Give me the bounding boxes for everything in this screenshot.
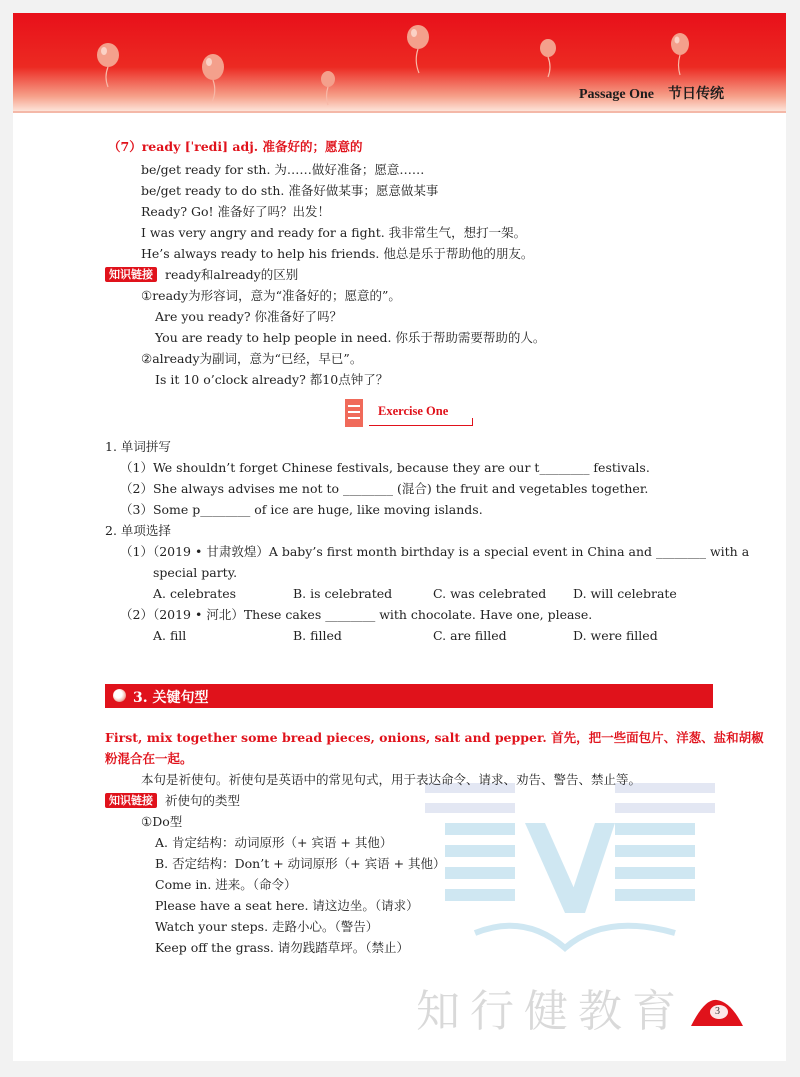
exercise-underline xyxy=(369,425,473,426)
part1-title: 1. 单词拼写 xyxy=(105,439,171,454)
header-title xyxy=(579,83,724,103)
link-line: ①Do型 xyxy=(141,814,183,829)
option: C. was celebrated xyxy=(433,586,547,601)
option: A. celebrates xyxy=(153,586,237,601)
explanation: 本句是祈使句。祈使句是英语中的常见句式，用于表达命令、请求、劝告、警告、禁止等。 xyxy=(141,772,642,787)
question: （1）（2019 • 甘肃敦煌）A baby’s first month birthday is a special event in China and ________ with a xyxy=(120,544,750,559)
exercise-label: Exercise One xyxy=(378,404,449,418)
key-sentence-continued: 粉混合在一起。 xyxy=(105,751,193,766)
header-divider xyxy=(13,111,786,113)
link-line: ②already为副词，意为“已经，早已”。 xyxy=(141,351,363,366)
section-header xyxy=(105,684,713,708)
key-sentence: First, mix together some bread pieces, onions, salt and pepper. 首先，把一些面包片、洋葱、盐和胡椒 xyxy=(105,730,764,745)
link-line: Are you ready? 你准备好了吗？ xyxy=(155,309,343,324)
page-header xyxy=(13,13,786,111)
balloon-decoration xyxy=(668,33,694,77)
question: （3）Some p________ of ice are huge, like moving islands. xyxy=(120,502,483,517)
link-line: ①ready为形容词，意为“准备好的；愿意的”。 xyxy=(141,288,401,303)
option: A. fill xyxy=(153,628,187,643)
notebook-icon xyxy=(345,399,363,427)
vocab-line: be/get ready for sth. 为……做好准备；愿意…… xyxy=(141,162,425,177)
bullet-icon xyxy=(113,689,126,702)
passage-label: Passage One xyxy=(578,87,654,102)
watermark-logo xyxy=(415,783,735,973)
link-line: Come in. 进来。（命令） xyxy=(155,877,297,892)
option: B. is celebrated xyxy=(293,586,393,601)
balloon-decoration xyxy=(538,39,560,79)
knowledge-link-title: 祈使句的类型 xyxy=(165,793,241,808)
knowledge-link-badge: 知识链接 xyxy=(105,793,157,808)
link-line: Keep off the grass. 请勿践踏草坪。（禁止） xyxy=(155,940,410,955)
link-line: Watch your steps. 走路小心。（警告） xyxy=(155,919,379,934)
link-line: A. 肯定结构：动词原形（+ 宾语 + 其他） xyxy=(155,835,393,850)
vocab-line: be/get ready to do sth. 准备好做某事；愿意做某事 xyxy=(141,183,439,198)
balloon-decoration xyxy=(319,71,339,107)
vocab-line: Ready? Go! 准备好了吗？出发！ xyxy=(141,204,331,219)
vocab-line: I was very angry and ready for a fight. 我非常生气，想打一架。 xyxy=(141,225,527,240)
question: （1）We shouldn’t forget Chinese festivals, because they are our t________ festivals. xyxy=(120,460,650,475)
page xyxy=(13,13,786,1061)
link-line: B. 否定结构：Don’t + 动词原形（+ 宾语 + 其他） xyxy=(155,856,446,871)
topic-label: 节日传统 xyxy=(668,86,724,102)
question: （2）（2019 • 河北）These cakes ________ with chocolate. Have one, please. xyxy=(120,607,593,622)
section-title: 3. 关键句型 xyxy=(133,690,209,706)
option: C. are filled xyxy=(433,628,507,643)
vocab-heading: （7）ready [ˈredi] adj. 准备好的；愿意的 xyxy=(108,139,363,154)
option: B. filled xyxy=(293,628,342,643)
balloon-decoration xyxy=(94,43,124,89)
link-line: Is it 10 o’clock already? 都10点钟了？ xyxy=(155,372,389,387)
page-number-text: 3 xyxy=(715,1006,720,1017)
knowledge-link-badge: 知识链接 xyxy=(105,267,157,282)
link-line: You are ready to help people in need. 你乐于帮助需要帮助的人。 xyxy=(155,330,546,345)
question: （2）She always advises me not to ________ (混合) the fruit and vegetables together. xyxy=(120,481,649,496)
watermark-text: 知行健教育 xyxy=(416,986,686,1037)
exercise-banner xyxy=(345,399,475,431)
question-continued: special party. xyxy=(153,565,238,580)
balloon-decoration xyxy=(199,53,229,103)
part2-title: 2. 单项选择 xyxy=(105,523,171,538)
page-number xyxy=(691,998,743,1026)
knowledge-link-title: ready和already的区别 xyxy=(165,267,299,282)
vocab-line: He’s always ready to help his friends. 他总是乐于帮助他的朋友。 xyxy=(141,246,534,261)
option: D. were filled xyxy=(573,628,658,643)
option: D. will celebrate xyxy=(573,586,677,601)
balloon-decoration xyxy=(404,25,434,75)
link-line: Please have a seat here. 请这边坐。（请求） xyxy=(155,898,419,913)
